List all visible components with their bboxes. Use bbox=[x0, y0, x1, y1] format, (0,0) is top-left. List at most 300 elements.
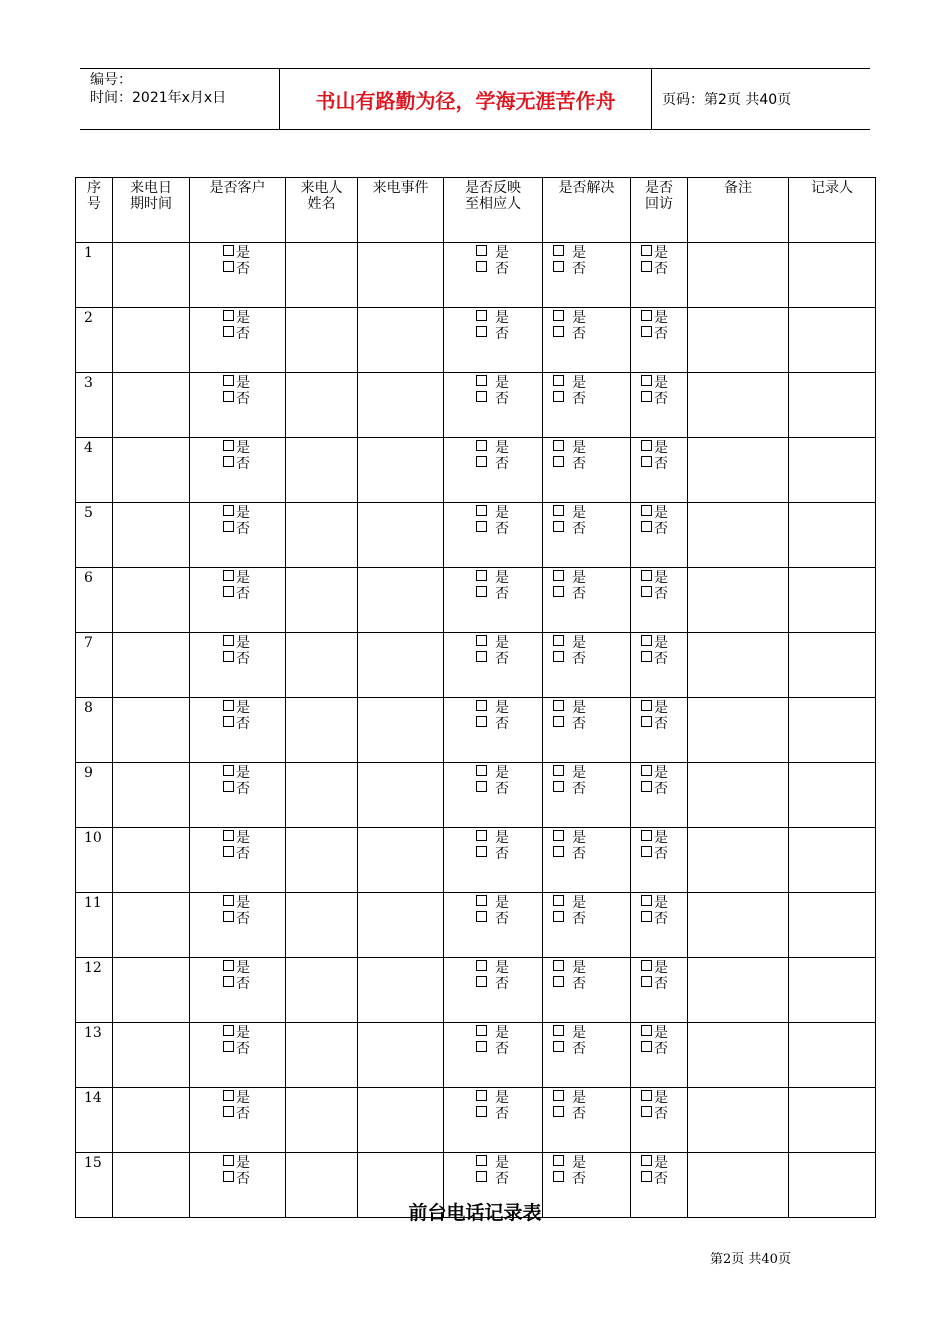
forwarded-yes-option[interactable] bbox=[476, 245, 542, 261]
remarks-cell[interactable] bbox=[688, 243, 789, 308]
call-datetime-cell[interactable] bbox=[113, 1023, 190, 1088]
recorder-cell[interactable] bbox=[789, 893, 876, 958]
is-customer-yes-option[interactable] bbox=[223, 830, 285, 846]
checkbox-icon[interactable] bbox=[553, 960, 564, 971]
call-event-cell[interactable] bbox=[358, 568, 444, 633]
checkbox-icon[interactable] bbox=[476, 440, 487, 451]
caller-name-cell[interactable] bbox=[286, 1023, 358, 1088]
followed-up-no-option[interactable] bbox=[641, 1171, 687, 1187]
call-event-cell[interactable] bbox=[358, 1088, 444, 1153]
checkbox-icon[interactable] bbox=[553, 716, 564, 727]
checkbox-icon[interactable] bbox=[476, 976, 487, 987]
checkbox-icon[interactable] bbox=[223, 440, 234, 451]
checkbox-icon[interactable] bbox=[476, 391, 487, 402]
checkbox-icon[interactable] bbox=[223, 781, 234, 792]
checkbox-icon[interactable] bbox=[223, 261, 234, 272]
resolved-no-option[interactable] bbox=[553, 326, 630, 342]
call-event-cell[interactable] bbox=[358, 763, 444, 828]
checkbox-icon[interactable] bbox=[223, 716, 234, 727]
call-event-cell[interactable] bbox=[358, 503, 444, 568]
checkbox-icon[interactable] bbox=[223, 326, 234, 337]
checkbox-icon[interactable] bbox=[223, 391, 234, 402]
checkbox-icon[interactable] bbox=[641, 261, 652, 272]
followed-up-no-option[interactable] bbox=[641, 781, 687, 797]
followed-up-no-option[interactable] bbox=[641, 911, 687, 927]
forwarded-no-option[interactable] bbox=[476, 326, 542, 342]
remarks-cell[interactable] bbox=[688, 373, 789, 438]
checkbox-icon[interactable] bbox=[476, 586, 487, 597]
followed-up-yes-option[interactable] bbox=[641, 700, 687, 716]
followed-up-yes-option[interactable] bbox=[641, 765, 687, 781]
checkbox-icon[interactable] bbox=[641, 976, 652, 987]
followed-up-yes-option[interactable] bbox=[641, 830, 687, 846]
is-customer-no-option[interactable] bbox=[223, 781, 285, 797]
recorder-cell[interactable] bbox=[789, 308, 876, 373]
remarks-cell[interactable] bbox=[688, 308, 789, 373]
followed-up-no-option[interactable] bbox=[641, 846, 687, 862]
checkbox-icon[interactable] bbox=[641, 1090, 652, 1101]
checkbox-icon[interactable] bbox=[553, 310, 564, 321]
checkbox-icon[interactable] bbox=[476, 505, 487, 516]
checkbox-icon[interactable] bbox=[641, 245, 652, 256]
caller-name-cell[interactable] bbox=[286, 633, 358, 698]
resolved-no-option[interactable] bbox=[553, 846, 630, 862]
is-customer-yes-option[interactable] bbox=[223, 700, 285, 716]
checkbox-icon[interactable] bbox=[553, 375, 564, 386]
caller-name-cell[interactable] bbox=[286, 893, 358, 958]
checkbox-icon[interactable] bbox=[476, 261, 487, 272]
checkbox-icon[interactable] bbox=[641, 521, 652, 532]
call-event-cell[interactable] bbox=[358, 958, 444, 1023]
call-event-cell[interactable] bbox=[358, 308, 444, 373]
is-customer-no-option[interactable] bbox=[223, 521, 285, 537]
caller-name-cell[interactable] bbox=[286, 958, 358, 1023]
is-customer-no-option[interactable] bbox=[223, 976, 285, 992]
checkbox-icon[interactable] bbox=[553, 700, 564, 711]
resolved-no-option[interactable] bbox=[553, 651, 630, 667]
forwarded-yes-option[interactable] bbox=[476, 310, 542, 326]
checkbox-icon[interactable] bbox=[476, 375, 487, 386]
followed-up-yes-option[interactable] bbox=[641, 895, 687, 911]
forwarded-no-option[interactable] bbox=[476, 521, 542, 537]
caller-name-cell[interactable] bbox=[286, 698, 358, 763]
recorder-cell[interactable] bbox=[789, 828, 876, 893]
checkbox-icon[interactable] bbox=[223, 1041, 234, 1052]
call-event-cell[interactable] bbox=[358, 633, 444, 698]
resolved-no-option[interactable] bbox=[553, 391, 630, 407]
checkbox-icon[interactable] bbox=[223, 651, 234, 662]
checkbox-icon[interactable] bbox=[223, 846, 234, 857]
followed-up-yes-option[interactable] bbox=[641, 1155, 687, 1171]
resolved-yes-option[interactable] bbox=[553, 505, 630, 521]
is-customer-yes-option[interactable] bbox=[223, 635, 285, 651]
checkbox-icon[interactable] bbox=[223, 895, 234, 906]
forwarded-yes-option[interactable] bbox=[476, 700, 542, 716]
resolved-no-option[interactable] bbox=[553, 456, 630, 472]
call-event-cell[interactable] bbox=[358, 893, 444, 958]
is-customer-yes-option[interactable] bbox=[223, 310, 285, 326]
resolved-yes-option[interactable] bbox=[553, 700, 630, 716]
checkbox-icon[interactable] bbox=[553, 1155, 564, 1166]
followed-up-no-option[interactable] bbox=[641, 456, 687, 472]
checkbox-icon[interactable] bbox=[476, 716, 487, 727]
forwarded-yes-option[interactable] bbox=[476, 505, 542, 521]
checkbox-icon[interactable] bbox=[476, 326, 487, 337]
checkbox-icon[interactable] bbox=[476, 700, 487, 711]
checkbox-icon[interactable] bbox=[553, 911, 564, 922]
checkbox-icon[interactable] bbox=[476, 1106, 487, 1117]
call-event-cell[interactable] bbox=[358, 698, 444, 763]
forwarded-yes-option[interactable] bbox=[476, 765, 542, 781]
checkbox-icon[interactable] bbox=[553, 651, 564, 662]
forwarded-no-option[interactable] bbox=[476, 846, 542, 862]
checkbox-icon[interactable] bbox=[641, 570, 652, 581]
recorder-cell[interactable] bbox=[789, 438, 876, 503]
checkbox-icon[interactable] bbox=[553, 261, 564, 272]
is-customer-no-option[interactable] bbox=[223, 1171, 285, 1187]
checkbox-icon[interactable] bbox=[641, 440, 652, 451]
checkbox-icon[interactable] bbox=[553, 1171, 564, 1182]
followed-up-no-option[interactable] bbox=[641, 651, 687, 667]
checkbox-icon[interactable] bbox=[553, 895, 564, 906]
checkbox-icon[interactable] bbox=[553, 521, 564, 532]
followed-up-no-option[interactable] bbox=[641, 1041, 687, 1057]
is-customer-yes-option[interactable] bbox=[223, 440, 285, 456]
forwarded-no-option[interactable] bbox=[476, 586, 542, 602]
recorder-cell[interactable] bbox=[789, 373, 876, 438]
call-event-cell[interactable] bbox=[358, 373, 444, 438]
checkbox-icon[interactable] bbox=[223, 1171, 234, 1182]
checkbox-icon[interactable] bbox=[476, 830, 487, 841]
checkbox-icon[interactable] bbox=[476, 635, 487, 646]
resolved-yes-option[interactable] bbox=[553, 635, 630, 651]
forwarded-yes-option[interactable] bbox=[476, 1155, 542, 1171]
checkbox-icon[interactable] bbox=[641, 505, 652, 516]
checkbox-icon[interactable] bbox=[223, 570, 234, 581]
checkbox-icon[interactable] bbox=[553, 391, 564, 402]
call-datetime-cell[interactable] bbox=[113, 438, 190, 503]
checkbox-icon[interactable] bbox=[641, 1025, 652, 1036]
followed-up-yes-option[interactable] bbox=[641, 960, 687, 976]
is-customer-no-option[interactable] bbox=[223, 1041, 285, 1057]
caller-name-cell[interactable] bbox=[286, 308, 358, 373]
call-datetime-cell[interactable] bbox=[113, 958, 190, 1023]
checkbox-icon[interactable] bbox=[476, 310, 487, 321]
followed-up-yes-option[interactable] bbox=[641, 245, 687, 261]
caller-name-cell[interactable] bbox=[286, 373, 358, 438]
forwarded-no-option[interactable] bbox=[476, 1041, 542, 1057]
forwarded-no-option[interactable] bbox=[476, 1106, 542, 1122]
forwarded-yes-option[interactable] bbox=[476, 1025, 542, 1041]
checkbox-icon[interactable] bbox=[223, 245, 234, 256]
checkbox-icon[interactable] bbox=[553, 635, 564, 646]
resolved-yes-option[interactable] bbox=[553, 375, 630, 391]
followed-up-yes-option[interactable] bbox=[641, 375, 687, 391]
call-datetime-cell[interactable] bbox=[113, 308, 190, 373]
forwarded-yes-option[interactable] bbox=[476, 1090, 542, 1106]
is-customer-no-option[interactable] bbox=[223, 651, 285, 667]
forwarded-yes-option[interactable] bbox=[476, 635, 542, 651]
checkbox-icon[interactable] bbox=[641, 846, 652, 857]
checkbox-icon[interactable] bbox=[476, 895, 487, 906]
checkbox-icon[interactable] bbox=[223, 310, 234, 321]
checkbox-icon[interactable] bbox=[641, 1041, 652, 1052]
resolved-no-option[interactable] bbox=[553, 976, 630, 992]
checkbox-icon[interactable] bbox=[553, 586, 564, 597]
checkbox-icon[interactable] bbox=[641, 960, 652, 971]
checkbox-icon[interactable] bbox=[476, 1171, 487, 1182]
forwarded-no-option[interactable] bbox=[476, 456, 542, 472]
checkbox-icon[interactable] bbox=[476, 570, 487, 581]
resolved-no-option[interactable] bbox=[553, 716, 630, 732]
is-customer-no-option[interactable] bbox=[223, 456, 285, 472]
checkbox-icon[interactable] bbox=[476, 456, 487, 467]
forwarded-no-option[interactable] bbox=[476, 976, 542, 992]
resolved-yes-option[interactable] bbox=[553, 570, 630, 586]
checkbox-icon[interactable] bbox=[223, 700, 234, 711]
is-customer-yes-option[interactable] bbox=[223, 570, 285, 586]
checkbox-icon[interactable] bbox=[223, 1155, 234, 1166]
checkbox-icon[interactable] bbox=[553, 830, 564, 841]
resolved-no-option[interactable] bbox=[553, 781, 630, 797]
is-customer-yes-option[interactable] bbox=[223, 1090, 285, 1106]
recorder-cell[interactable] bbox=[789, 633, 876, 698]
checkbox-icon[interactable] bbox=[641, 586, 652, 597]
remarks-cell[interactable] bbox=[688, 893, 789, 958]
forwarded-yes-option[interactable] bbox=[476, 440, 542, 456]
checkbox-icon[interactable] bbox=[223, 505, 234, 516]
is-customer-yes-option[interactable] bbox=[223, 1155, 285, 1171]
remarks-cell[interactable] bbox=[688, 633, 789, 698]
checkbox-icon[interactable] bbox=[553, 570, 564, 581]
is-customer-no-option[interactable] bbox=[223, 716, 285, 732]
checkbox-icon[interactable] bbox=[476, 960, 487, 971]
checkbox-icon[interactable] bbox=[641, 765, 652, 776]
resolved-no-option[interactable] bbox=[553, 261, 630, 277]
is-customer-no-option[interactable] bbox=[223, 846, 285, 862]
checkbox-icon[interactable] bbox=[553, 765, 564, 776]
remarks-cell[interactable] bbox=[688, 763, 789, 828]
forwarded-yes-option[interactable] bbox=[476, 960, 542, 976]
call-datetime-cell[interactable] bbox=[113, 568, 190, 633]
checkbox-icon[interactable] bbox=[553, 1041, 564, 1052]
is-customer-yes-option[interactable] bbox=[223, 960, 285, 976]
checkbox-icon[interactable] bbox=[476, 1025, 487, 1036]
followed-up-no-option[interactable] bbox=[641, 976, 687, 992]
is-customer-yes-option[interactable] bbox=[223, 505, 285, 521]
checkbox-icon[interactable] bbox=[476, 781, 487, 792]
checkbox-icon[interactable] bbox=[223, 1025, 234, 1036]
checkbox-icon[interactable] bbox=[641, 911, 652, 922]
is-customer-no-option[interactable] bbox=[223, 1106, 285, 1122]
checkbox-icon[interactable] bbox=[223, 1106, 234, 1117]
followed-up-no-option[interactable] bbox=[641, 521, 687, 537]
remarks-cell[interactable] bbox=[688, 958, 789, 1023]
checkbox-icon[interactable] bbox=[553, 245, 564, 256]
forwarded-no-option[interactable] bbox=[476, 716, 542, 732]
resolved-no-option[interactable] bbox=[553, 1171, 630, 1187]
recorder-cell[interactable] bbox=[789, 243, 876, 308]
remarks-cell[interactable] bbox=[688, 568, 789, 633]
followed-up-yes-option[interactable] bbox=[641, 440, 687, 456]
followed-up-no-option[interactable] bbox=[641, 326, 687, 342]
resolved-no-option[interactable] bbox=[553, 1041, 630, 1057]
followed-up-yes-option[interactable] bbox=[641, 570, 687, 586]
checkbox-icon[interactable] bbox=[223, 375, 234, 386]
checkbox-icon[interactable] bbox=[476, 1041, 487, 1052]
call-datetime-cell[interactable] bbox=[113, 243, 190, 308]
checkbox-icon[interactable] bbox=[223, 830, 234, 841]
checkbox-icon[interactable] bbox=[641, 375, 652, 386]
call-datetime-cell[interactable] bbox=[113, 503, 190, 568]
checkbox-icon[interactable] bbox=[476, 765, 487, 776]
resolved-no-option[interactable] bbox=[553, 521, 630, 537]
resolved-yes-option[interactable] bbox=[553, 1155, 630, 1171]
checkbox-icon[interactable] bbox=[476, 245, 487, 256]
checkbox-icon[interactable] bbox=[553, 456, 564, 467]
checkbox-icon[interactable] bbox=[476, 1090, 487, 1101]
checkbox-icon[interactable] bbox=[641, 391, 652, 402]
resolved-yes-option[interactable] bbox=[553, 440, 630, 456]
call-datetime-cell[interactable] bbox=[113, 893, 190, 958]
is-customer-yes-option[interactable] bbox=[223, 1025, 285, 1041]
call-datetime-cell[interactable] bbox=[113, 763, 190, 828]
is-customer-no-option[interactable] bbox=[223, 586, 285, 602]
remarks-cell[interactable] bbox=[688, 1088, 789, 1153]
checkbox-icon[interactable] bbox=[553, 781, 564, 792]
forwarded-no-option[interactable] bbox=[476, 911, 542, 927]
checkbox-icon[interactable] bbox=[476, 521, 487, 532]
checkbox-icon[interactable] bbox=[476, 1155, 487, 1166]
checkbox-icon[interactable] bbox=[553, 326, 564, 337]
call-event-cell[interactable] bbox=[358, 1023, 444, 1088]
checkbox-icon[interactable] bbox=[223, 911, 234, 922]
caller-name-cell[interactable] bbox=[286, 503, 358, 568]
caller-name-cell[interactable] bbox=[286, 763, 358, 828]
followed-up-no-option[interactable] bbox=[641, 1106, 687, 1122]
checkbox-icon[interactable] bbox=[223, 586, 234, 597]
checkbox-icon[interactable] bbox=[553, 1106, 564, 1117]
checkbox-icon[interactable] bbox=[553, 505, 564, 516]
resolved-no-option[interactable] bbox=[553, 1106, 630, 1122]
recorder-cell[interactable] bbox=[789, 1088, 876, 1153]
followed-up-yes-option[interactable] bbox=[641, 1090, 687, 1106]
call-datetime-cell[interactable] bbox=[113, 1088, 190, 1153]
followed-up-no-option[interactable] bbox=[641, 716, 687, 732]
checkbox-icon[interactable] bbox=[641, 830, 652, 841]
followed-up-yes-option[interactable] bbox=[641, 635, 687, 651]
remarks-cell[interactable] bbox=[688, 828, 789, 893]
remarks-cell[interactable] bbox=[688, 503, 789, 568]
checkbox-icon[interactable] bbox=[476, 651, 487, 662]
call-event-cell[interactable] bbox=[358, 438, 444, 503]
forwarded-yes-option[interactable] bbox=[476, 570, 542, 586]
checkbox-icon[interactable] bbox=[641, 700, 652, 711]
followed-up-no-option[interactable] bbox=[641, 586, 687, 602]
checkbox-icon[interactable] bbox=[641, 1106, 652, 1117]
checkbox-icon[interactable] bbox=[641, 326, 652, 337]
is-customer-yes-option[interactable] bbox=[223, 375, 285, 391]
remarks-cell[interactable] bbox=[688, 698, 789, 763]
checkbox-icon[interactable] bbox=[553, 976, 564, 987]
checkbox-icon[interactable] bbox=[553, 440, 564, 451]
checkbox-icon[interactable] bbox=[553, 1090, 564, 1101]
is-customer-no-option[interactable] bbox=[223, 391, 285, 407]
recorder-cell[interactable] bbox=[789, 1023, 876, 1088]
recorder-cell[interactable] bbox=[789, 698, 876, 763]
is-customer-yes-option[interactable] bbox=[223, 245, 285, 261]
is-customer-no-option[interactable] bbox=[223, 326, 285, 342]
call-event-cell[interactable] bbox=[358, 243, 444, 308]
caller-name-cell[interactable] bbox=[286, 243, 358, 308]
followed-up-yes-option[interactable] bbox=[641, 310, 687, 326]
caller-name-cell[interactable] bbox=[286, 828, 358, 893]
checkbox-icon[interactable] bbox=[223, 976, 234, 987]
checkbox-icon[interactable] bbox=[553, 846, 564, 857]
checkbox-icon[interactable] bbox=[641, 635, 652, 646]
checkbox-icon[interactable] bbox=[223, 1090, 234, 1101]
caller-name-cell[interactable] bbox=[286, 438, 358, 503]
call-event-cell[interactable] bbox=[358, 828, 444, 893]
checkbox-icon[interactable] bbox=[641, 456, 652, 467]
forwarded-no-option[interactable] bbox=[476, 391, 542, 407]
forwarded-yes-option[interactable] bbox=[476, 830, 542, 846]
checkbox-icon[interactable] bbox=[641, 1155, 652, 1166]
resolved-yes-option[interactable] bbox=[553, 310, 630, 326]
followed-up-yes-option[interactable] bbox=[641, 1025, 687, 1041]
checkbox-icon[interactable] bbox=[476, 911, 487, 922]
followed-up-yes-option[interactable] bbox=[641, 505, 687, 521]
forwarded-yes-option[interactable] bbox=[476, 895, 542, 911]
recorder-cell[interactable] bbox=[789, 958, 876, 1023]
resolved-yes-option[interactable] bbox=[553, 1025, 630, 1041]
checkbox-icon[interactable] bbox=[641, 716, 652, 727]
resolved-yes-option[interactable] bbox=[553, 960, 630, 976]
is-customer-yes-option[interactable] bbox=[223, 765, 285, 781]
resolved-yes-option[interactable] bbox=[553, 765, 630, 781]
forwarded-no-option[interactable] bbox=[476, 261, 542, 277]
checkbox-icon[interactable] bbox=[641, 781, 652, 792]
call-datetime-cell[interactable] bbox=[113, 828, 190, 893]
recorder-cell[interactable] bbox=[789, 568, 876, 633]
forwarded-yes-option[interactable] bbox=[476, 375, 542, 391]
recorder-cell[interactable] bbox=[789, 763, 876, 828]
checkbox-icon[interactable] bbox=[476, 846, 487, 857]
checkbox-icon[interactable] bbox=[223, 456, 234, 467]
checkbox-icon[interactable] bbox=[641, 651, 652, 662]
is-customer-no-option[interactable] bbox=[223, 911, 285, 927]
recorder-cell[interactable] bbox=[789, 503, 876, 568]
checkbox-icon[interactable] bbox=[553, 1025, 564, 1036]
forwarded-no-option[interactable] bbox=[476, 651, 542, 667]
caller-name-cell[interactable] bbox=[286, 568, 358, 633]
checkbox-icon[interactable] bbox=[223, 765, 234, 776]
is-customer-no-option[interactable] bbox=[223, 261, 285, 277]
forwarded-no-option[interactable] bbox=[476, 781, 542, 797]
checkbox-icon[interactable] bbox=[641, 1171, 652, 1182]
resolved-yes-option[interactable] bbox=[553, 1090, 630, 1106]
call-datetime-cell[interactable] bbox=[113, 633, 190, 698]
checkbox-icon[interactable] bbox=[641, 895, 652, 906]
call-datetime-cell[interactable] bbox=[113, 373, 190, 438]
checkbox-icon[interactable] bbox=[223, 635, 234, 646]
resolved-no-option[interactable] bbox=[553, 911, 630, 927]
call-datetime-cell[interactable] bbox=[113, 698, 190, 763]
resolved-yes-option[interactable] bbox=[553, 895, 630, 911]
resolved-yes-option[interactable] bbox=[553, 245, 630, 261]
forwarded-no-option[interactable] bbox=[476, 1171, 542, 1187]
checkbox-icon[interactable] bbox=[641, 310, 652, 321]
